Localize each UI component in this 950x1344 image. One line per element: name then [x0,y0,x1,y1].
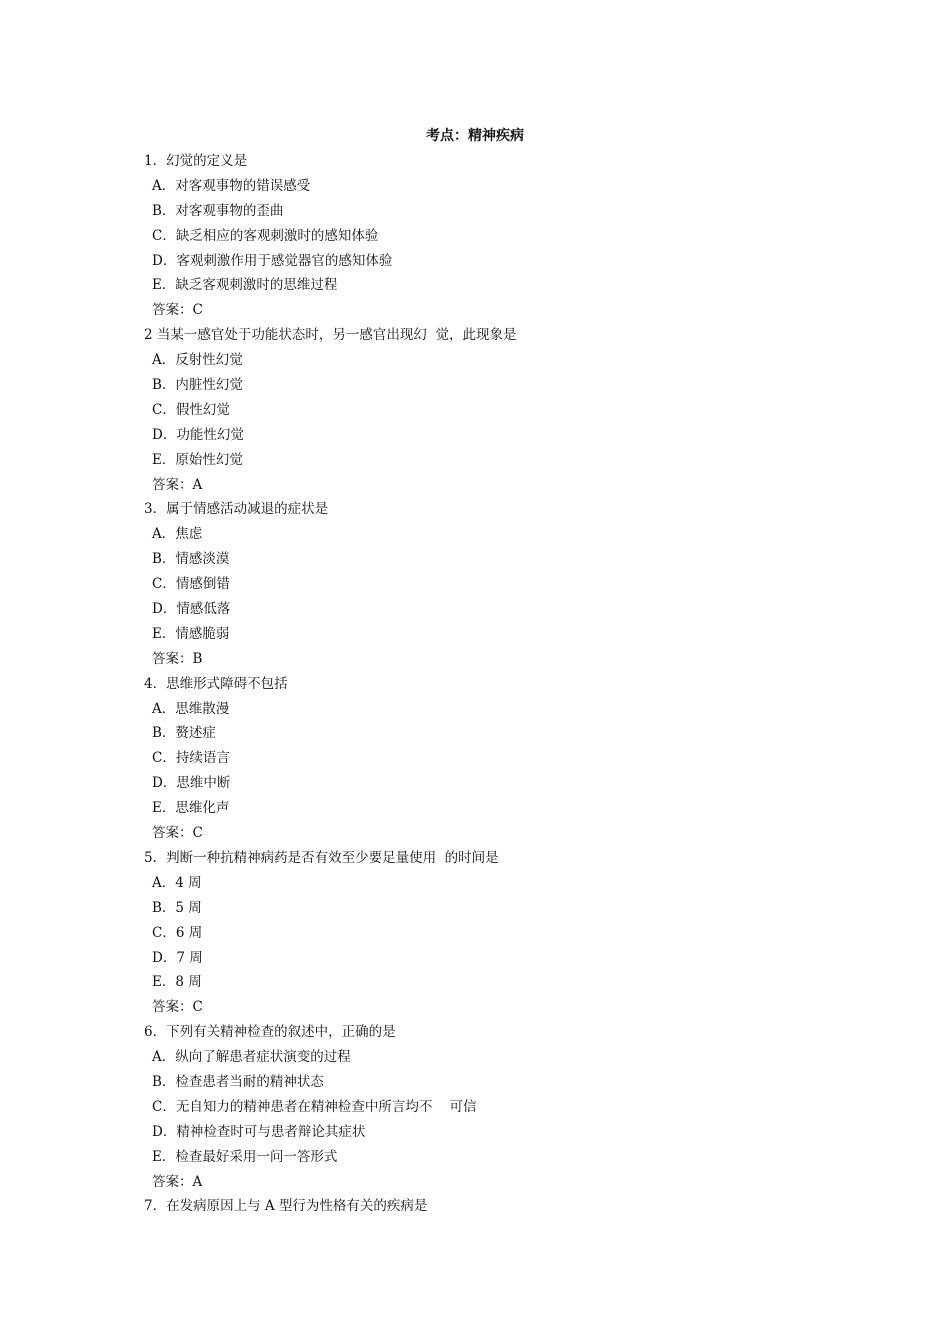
option-b: B．5 周 [152,899,202,916]
option-b: B．情感淡漠 [152,551,230,568]
option-b: B．赘述症 [152,725,216,742]
option-e: E．原始性幻觉 [152,451,243,468]
question-list [144,150,844,1220]
option-d: D．精神检查时可与患者辩论其症状 [152,1123,366,1140]
option-a: A．思维散漫 [152,700,230,717]
option-e: E．情感脆弱 [152,625,230,642]
option-c: C．持续语言 [152,750,230,767]
option-e: E．思维化声 [152,800,230,817]
option-a: A．对客观事物的错误感受 [152,177,311,194]
option-d: D．7 周 [152,949,203,966]
option-a: A．纵向了解患者症状演变的过程 [152,1049,351,1066]
option-d: D．功能性幻觉 [152,426,244,443]
answer-text: 答案：C [152,999,203,1016]
question-text: 5．判断一种抗精神病药是否有效至少要足量使用 的时间是 [144,849,499,866]
question-text: 6．下列有关精神检查的叙述中，正确的是 [144,1024,396,1041]
option-e: E．缺乏客观刺激时的思维过程 [152,277,338,294]
answer-text: 答案：B [152,650,203,667]
question-text: 2 当某一感官处于功能状态时，另一感官出现幻 觉，此现象是 [144,327,517,344]
option-d: D．情感低落 [152,601,231,618]
option-a: A．焦虑 [152,526,203,543]
option-a: A．4 周 [152,874,202,891]
question-text: 3．属于情感活动减退的症状是 [144,501,329,518]
option-d: D．客观刺激作用于感觉器官的感知体验 [152,252,393,269]
option-e: E．8 周 [152,974,202,991]
option-c: C．假性幻觉 [152,401,230,418]
option-e: E．检查最好采用一问一答形式 [152,1148,338,1165]
option-c: C．缺乏相应的客观刺激时的感知体验 [152,227,379,244]
option-b: B．内脏性幻觉 [152,377,243,394]
option-c: C．情感倒错 [152,576,230,593]
answer-text: 答案：A [152,476,203,493]
question-text: 4．思维形式障碍不包括 [144,675,288,692]
answer-text: 答案：C [152,302,203,319]
option-c: C．6 周 [152,924,203,941]
option-d: D．思维中断 [152,775,231,792]
page-title: 考点：精神疾病 [426,128,524,144]
question-text: 7．在发病原因上与 A 型行为性格有关的疾病是 [144,1198,428,1215]
answer-text: 答案：A [152,1173,203,1190]
option-b: B．检查患者当耐的精神状态 [152,1073,324,1090]
answer-text: 答案：C [152,825,203,842]
option-b: B．对客观事物的歪曲 [152,202,284,219]
option-c: C．无自知力的精神患者在精神检查中所言均不 可信 [152,1098,477,1115]
question-text: 1．幻觉的定义是 [144,153,248,169]
option-a: A．反射性幻觉 [152,352,243,369]
